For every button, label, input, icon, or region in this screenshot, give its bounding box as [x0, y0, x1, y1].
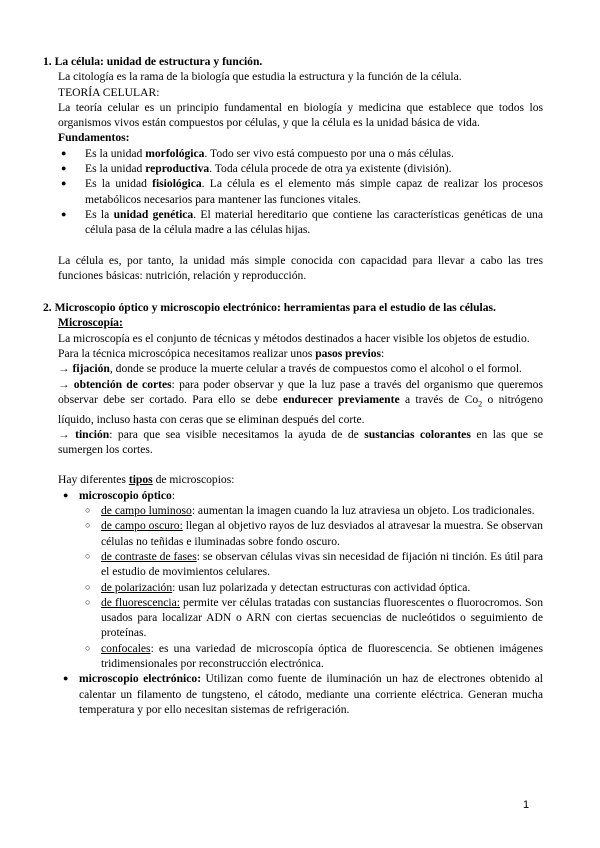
paso-fijacion: → fijación, donde se produce la muerte celular a través de compuestos como el alcohol o el formol. [58, 362, 522, 376]
list-item: ● Es la unidad genética. El material hereditario que contiene las características genéticas de una célula pasa de la célula madre a las células hijas. [61, 207, 543, 237]
tipos-list [43, 488, 543, 717]
list-item: ○ confocales: es una variedad de microscopía óptica de fluorescencia. Se obtienen imágenes tridimensionales por reconstrucción electrónica. [85, 641, 543, 670]
fundamentos-list [43, 146, 543, 238]
list-item: ○ de campo oscuro: llegan al objetivo rayos de luz desviados al atravesar la muestra. Se observan células no teñidas e iluminadas sobre fondo oscuro. [85, 519, 543, 548]
fundamentos-label: Fundamentos: [58, 131, 130, 145]
theory-text: La teoría celular es un principio fundamental en biología y medicina que establece que todos los organismos vivos están compuestos por células, y que la célula es la unidad básica de vida. [58, 100, 543, 130]
list-item: ○ de campo luminoso: aumentan la imagen cuando la luz atraviesa un objeto. Los tradicionales. [85, 504, 535, 518]
bullet-icon: ● [61, 147, 67, 158]
bullet-icon: ○ [85, 505, 91, 516]
arrow-icon: → [58, 377, 70, 391]
section1-title: 1. La célula: unidad de estructura y función. [43, 55, 263, 68]
bullet-icon: ● [61, 208, 67, 219]
tipos-intro: Hay diferentes tipos de microscopios: [58, 473, 235, 487]
paso-tincion: → tinción: para que sea visible necesitamos la ayuda de de sustancias colorantes en las que se sumergen los cortes. [58, 427, 543, 457]
bullet-icon: ● [61, 163, 67, 174]
list-item: ○ de fluorescencia: permite ver células tratadas con sustancias fluorescentes o fluorocromos. Son usados para localizar ADN o ARN con ciertas secuencias de nucleótidos o seguimiento de proteínas. [85, 595, 544, 640]
section2-title: 2. Microscopio óptico y microscopio electrónico: herramientas para el estudio de las células. [43, 301, 496, 315]
list-item: ● Es la unidad fisiológica. La célula es el elemento más simple capaz de realizar los procesos metabólicos necesarios para mantener las funciones vitales. [61, 177, 543, 206]
arrow-icon: → [58, 362, 70, 376]
page-number: 1 [523, 799, 530, 811]
section1-intro: La citología es la rama de la biología que estudia la estructura y la función de la célula. [58, 70, 462, 84]
bullet-icon: ○ [85, 550, 91, 561]
list-item: ○ de polarización: usan luz polarizada y detectan estructuras con actividad óptica. [85, 580, 471, 594]
paso-cortes: → obtención de cortes: para poder observar y que la luz pase a través del organismo que queremos observar debe ser cortado. Para ello se debe endurecer previamente a través de $Co_2$ o nitrógeno líquido, incluso hasta con ceras que se eliminan después del corte. [58, 377, 544, 426]
list-item-optico: ● microscopio óptico: ○ de campo luminoso: aumentan la imagen cuando la luz atraviesa un objeto. Los tradicionales. ○ de campo oscuro: llegan al objetivo rayos de luz desviados al atravesar la muestra. Se observan células no teñidas e iluminadas sobre fondo oscuro. ○ de contraste de fases: se observan células vivas sin necesidad de fijación ni tinción. Es útil para el estudio de movimientos celulares. ○ de polarización: usan luz polarizada y detectan estructuras con actividad óptica. ○ de fluorescencia: permite ver células tratadas con sustancias fluorescentes o fluorocromos. Son usados para localizar ADN o ARN con ciertas secuencias de nucleótidos o seguimiento de proteínas. ○ confocales: es una variedad de microscopía óptica de fluorescencia. Se obtienen imágenes tridimensionales por reconstrucción electrónica. [43, 488, 543, 672]
bullet-icon: ○ [85, 581, 91, 592]
section1-conclusion: La célula es, por tanto, la unidad más simple conocida con capacidad para llevar a cabo las tres funciones básicas: nutrición, relación y reproducción. [58, 253, 543, 282]
list-item-electronico: ● microscopio electrónico: Utilizan como fuente de iluminación un haz de electrones obtenido al calentar un filamento de tungsteno, el cátodo, mediante una corriente eléctrica. Generan mucha temperatura y por ello necesitan sistemas de refrigeración. [63, 672, 543, 716]
bullet-icon: ● [63, 673, 69, 684]
theory-label: TEORÍA CELULAR: [58, 85, 160, 99]
bullet-icon: ○ [85, 642, 91, 653]
bullet-icon: ○ [85, 596, 91, 607]
bullet-icon: ● [63, 489, 69, 500]
pasos-previos: Para la técnica microscópica necesitamos realizar unos pasos previos: [58, 347, 385, 361]
list-item: ● Es la unidad morfológica. Todo ser vivo está compuesto por una o más células. [61, 146, 454, 160]
bullet-icon: ○ [85, 520, 91, 531]
arrow-icon: → [58, 427, 70, 441]
microscopia-text: La microscopía es el conjunto de técnicas y métodos destinados a hacer visible los objetos de estudio. [58, 331, 530, 345]
bullet-icon: ● [61, 178, 67, 189]
document-page [43, 54, 543, 717]
list-item: ● Es la unidad reproductiva. Toda célula procede de otra ya existente (división). [61, 162, 452, 176]
optico-sublist [43, 503, 543, 671]
microscopia-label: Microscopía: [58, 316, 123, 330]
list-item: ○ de contraste de fases: se observan células vivas sin necesidad de fijación ni tinción. Es útil para el estudio de movimientos celulares. [85, 549, 543, 579]
